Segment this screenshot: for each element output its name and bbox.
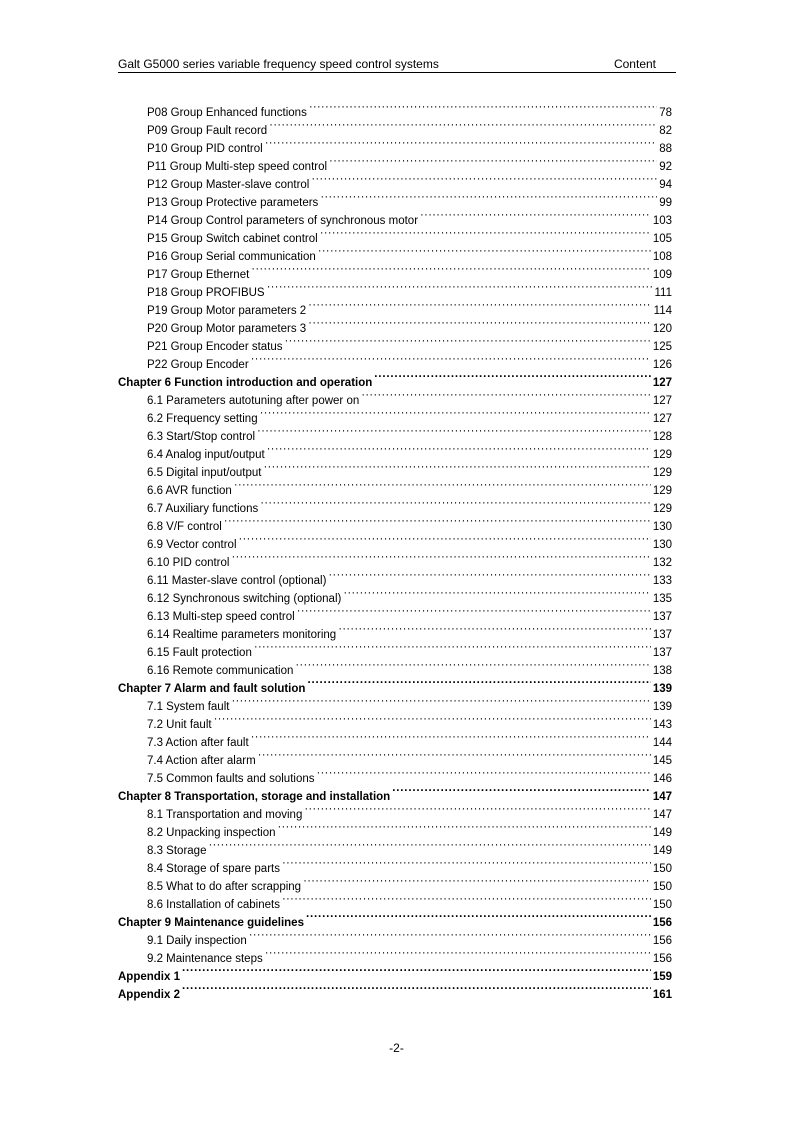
toc-entry-page: 137 xyxy=(652,629,672,641)
toc-entry-title: 6.10 PID control xyxy=(147,557,230,569)
toc-entry-page: 126 xyxy=(652,359,672,371)
toc-entry-title: P11 Group Multi-step speed control xyxy=(147,161,328,173)
toc-entry-title: 6.8 V/F control xyxy=(147,521,222,533)
dot-leader xyxy=(182,962,651,980)
toc-entry-title: 6.5 Digital input/output xyxy=(147,467,262,479)
toc-entry-page: 120 xyxy=(652,323,672,335)
toc-chapter-entry[interactable] xyxy=(118,980,672,1001)
toc-entry-page: 147 xyxy=(652,809,672,821)
toc-entry-title: P13 Group Protective parameters xyxy=(147,197,319,209)
toc-entry-title: 6.1 Parameters autotuning after power on xyxy=(147,395,360,407)
dot-leader xyxy=(374,368,651,386)
toc-entry-page: 135 xyxy=(652,593,672,605)
dot-leader xyxy=(282,854,651,872)
toc-entry-title: Chapter 8 Transportation, storage and installation xyxy=(118,791,391,803)
dot-leader xyxy=(267,278,653,296)
dot-leader xyxy=(329,152,657,170)
toc-entry-title: 6.13 Multi-step speed control xyxy=(147,611,295,623)
toc-entry-page: 130 xyxy=(652,539,672,551)
toc-entry-page: 159 xyxy=(652,971,672,983)
toc-entry-title: Chapter 9 Maintenance guidelines xyxy=(118,917,304,929)
toc-entry-page: 139 xyxy=(652,683,672,695)
toc-entry-title: P17 Group Ethernet xyxy=(147,269,250,281)
toc-entry-page: 137 xyxy=(652,647,672,659)
toc-entry-page: 111 xyxy=(654,287,672,299)
toc-entry-page: 139 xyxy=(652,701,672,713)
toc-entry-title: Appendix 1 xyxy=(118,971,180,983)
toc-entry-title: Chapter 7 Alarm and fault solution xyxy=(118,683,306,695)
dot-leader xyxy=(392,782,651,800)
dot-leader xyxy=(343,584,650,602)
toc-entry-title: 6.12 Synchronous switching (optional) xyxy=(147,593,342,605)
dot-leader xyxy=(231,548,650,566)
dot-leader xyxy=(307,674,650,692)
dot-leader xyxy=(306,908,651,926)
toc-entry-title: 6.16 Remote communication xyxy=(147,665,294,677)
dot-leader xyxy=(338,620,651,638)
page-number: -2- xyxy=(389,1041,404,1055)
toc-entry-page: 149 xyxy=(652,845,672,857)
toc-entry-page: 108 xyxy=(652,251,672,263)
toc-entry-title: P08 Group Enhanced functions xyxy=(147,107,307,119)
dot-leader xyxy=(263,458,650,476)
toc-entry-page: 78 xyxy=(659,107,672,119)
toc-entry-page: 146 xyxy=(652,773,672,785)
header-divider xyxy=(118,72,676,73)
toc-entry-title: 7.2 Unit fault xyxy=(147,719,212,731)
toc-entry-title: 8.3 Storage xyxy=(147,845,207,857)
toc-entry-page: 129 xyxy=(652,467,672,479)
dot-leader xyxy=(308,314,651,332)
toc-chapter-entry[interactable] xyxy=(118,962,672,983)
dot-leader xyxy=(311,170,657,188)
toc-entry-page: 144 xyxy=(652,737,672,749)
dot-leader xyxy=(269,116,657,134)
dot-leader xyxy=(239,530,651,548)
page-header xyxy=(118,56,676,72)
toc-entry-title: 7.1 System fault xyxy=(147,701,230,713)
toc-entry-page: 156 xyxy=(652,953,672,965)
toc-entry-title: 6.9 Vector control xyxy=(147,539,237,551)
toc-entry-page: 129 xyxy=(652,449,672,461)
dot-leader xyxy=(328,566,650,584)
toc-entry-title: 7.3 Action after fault xyxy=(147,737,249,749)
toc-entry-page: 156 xyxy=(652,917,672,929)
dot-leader xyxy=(251,350,651,368)
toc-entry-title: P09 Group Fault record xyxy=(147,125,268,137)
dot-leader xyxy=(257,422,651,440)
toc-entry-title: 6.11 Master-slave control (optional) xyxy=(147,575,327,587)
dot-leader xyxy=(361,386,651,404)
toc-entry-page: 161 xyxy=(652,989,672,1001)
toc-entry-title: P12 Group Master-slave control xyxy=(147,179,310,191)
dot-leader xyxy=(318,242,651,260)
toc-entry-title: P22 Group Encoder xyxy=(147,359,249,371)
toc-entry-page: 149 xyxy=(652,827,672,839)
dot-leader xyxy=(249,926,651,944)
toc-entry-page: 130 xyxy=(652,521,672,533)
toc-entry-title: 6.7 Auxiliary functions xyxy=(147,503,259,515)
toc-entry-title: 9.1 Daily inspection xyxy=(147,935,247,947)
toc-section-entry[interactable] xyxy=(118,98,672,119)
toc-entry-page: 125 xyxy=(652,341,672,353)
toc-entry-title: P21 Group Encoder status xyxy=(147,341,283,353)
table-of-contents xyxy=(118,98,672,1001)
toc-entry-title: Appendix 2 xyxy=(118,989,180,1001)
dot-leader xyxy=(254,638,651,656)
dot-leader xyxy=(267,440,651,458)
toc-entry-title: P18 Group PROFIBUS xyxy=(147,287,265,299)
toc-entry-title: 6.15 Fault protection xyxy=(147,647,252,659)
toc-entry-page: 103 xyxy=(652,215,672,227)
dot-leader xyxy=(282,890,651,908)
toc-entry-title: P20 Group Motor parameters 3 xyxy=(147,323,307,335)
toc-entry-page: 150 xyxy=(652,899,672,911)
dot-leader xyxy=(295,656,650,674)
dot-leader xyxy=(251,260,651,278)
toc-entry-page: 145 xyxy=(652,755,672,767)
toc-entry-page: 109 xyxy=(652,269,672,281)
dot-leader xyxy=(260,404,651,422)
toc-entry-page: 94 xyxy=(659,179,672,191)
toc-entry-title: 8.1 Transportation and moving xyxy=(147,809,303,821)
toc-entry-page: 82 xyxy=(659,125,672,137)
toc-entry-page: 127 xyxy=(652,413,672,425)
toc-entry-page: 114 xyxy=(653,305,672,317)
toc-entry-title: P10 Group PID control xyxy=(147,143,263,155)
toc-entry-page: 127 xyxy=(652,395,672,407)
toc-entry-page: 127 xyxy=(652,377,672,389)
dot-leader xyxy=(308,296,651,314)
dot-leader xyxy=(320,188,657,206)
toc-entry-page: 137 xyxy=(652,611,672,623)
toc-entry-page: 132 xyxy=(652,557,672,569)
toc-entry-title: P14 Group Control parameters of synchronous motor xyxy=(147,215,419,227)
dot-leader xyxy=(278,818,651,836)
toc-entry-title: 6.6 AVR function xyxy=(147,485,232,497)
toc-entry-page: 129 xyxy=(652,485,672,497)
dot-leader xyxy=(285,332,651,350)
dot-leader xyxy=(251,728,651,746)
toc-entry-page: 133 xyxy=(652,575,672,587)
toc-entry-title: 8.4 Storage of spare parts xyxy=(147,863,280,875)
toc-entry-page: 138 xyxy=(652,665,672,677)
toc-entry-title: 6.14 Realtime parameters monitoring xyxy=(147,629,337,641)
dot-leader xyxy=(214,710,651,728)
section-label: Content xyxy=(613,57,656,71)
dot-leader xyxy=(182,980,651,998)
toc-entry-page: 147 xyxy=(652,791,672,803)
dot-leader xyxy=(265,944,651,962)
toc-entry-page: 128 xyxy=(652,431,672,443)
dot-leader xyxy=(260,494,651,512)
toc-entry-page: 150 xyxy=(652,881,672,893)
toc-entry-title: 7.5 Common faults and solutions xyxy=(147,773,315,785)
toc-entry-title: Chapter 6 Function introduction and operation xyxy=(118,377,373,389)
dot-leader xyxy=(265,134,658,152)
toc-entry-title: 8.6 Installation of cabinets xyxy=(147,899,280,911)
toc-entry-page: 129 xyxy=(652,503,672,515)
toc-entry-title: 9.2 Maintenance steps xyxy=(147,953,263,965)
toc-entry-title: 8.2 Unpacking inspection xyxy=(147,827,276,839)
toc-entry-page: 156 xyxy=(652,935,672,947)
toc-entry-page: 150 xyxy=(652,863,672,875)
toc-entry-title: P19 Group Motor parameters 2 xyxy=(147,305,307,317)
dot-leader xyxy=(316,764,650,782)
dot-leader xyxy=(208,836,650,854)
dot-leader xyxy=(297,602,651,620)
dot-leader xyxy=(234,476,651,494)
toc-entry-page: 99 xyxy=(659,197,672,209)
dot-leader xyxy=(231,692,650,710)
toc-entry-title: 6.2 Frequency setting xyxy=(147,413,258,425)
toc-entry-title: 6.4 Analog input/output xyxy=(147,449,265,461)
dot-leader xyxy=(320,224,651,242)
dot-leader xyxy=(309,98,657,116)
dot-leader xyxy=(420,206,651,224)
toc-entry-page: 92 xyxy=(659,161,672,173)
toc-entry-title: 6.3 Start/Stop control xyxy=(147,431,256,443)
toc-entry-title: 7.4 Action after alarm xyxy=(147,755,256,767)
toc-entry-title: 8.5 What to do after scrapping xyxy=(147,881,302,893)
document-title: Galt G5000 series variable frequency speed control systems xyxy=(118,57,439,71)
toc-entry-page: 143 xyxy=(652,719,672,731)
dot-leader xyxy=(258,746,651,764)
toc-entry-title: P15 Group Switch cabinet control xyxy=(147,233,318,245)
toc-entry-page: 88 xyxy=(659,143,672,155)
dot-leader xyxy=(304,800,650,818)
toc-entry-title: P16 Group Serial communication xyxy=(147,251,316,263)
dot-leader xyxy=(303,872,651,890)
toc-entry-page: 105 xyxy=(652,233,672,245)
dot-leader xyxy=(224,512,651,530)
